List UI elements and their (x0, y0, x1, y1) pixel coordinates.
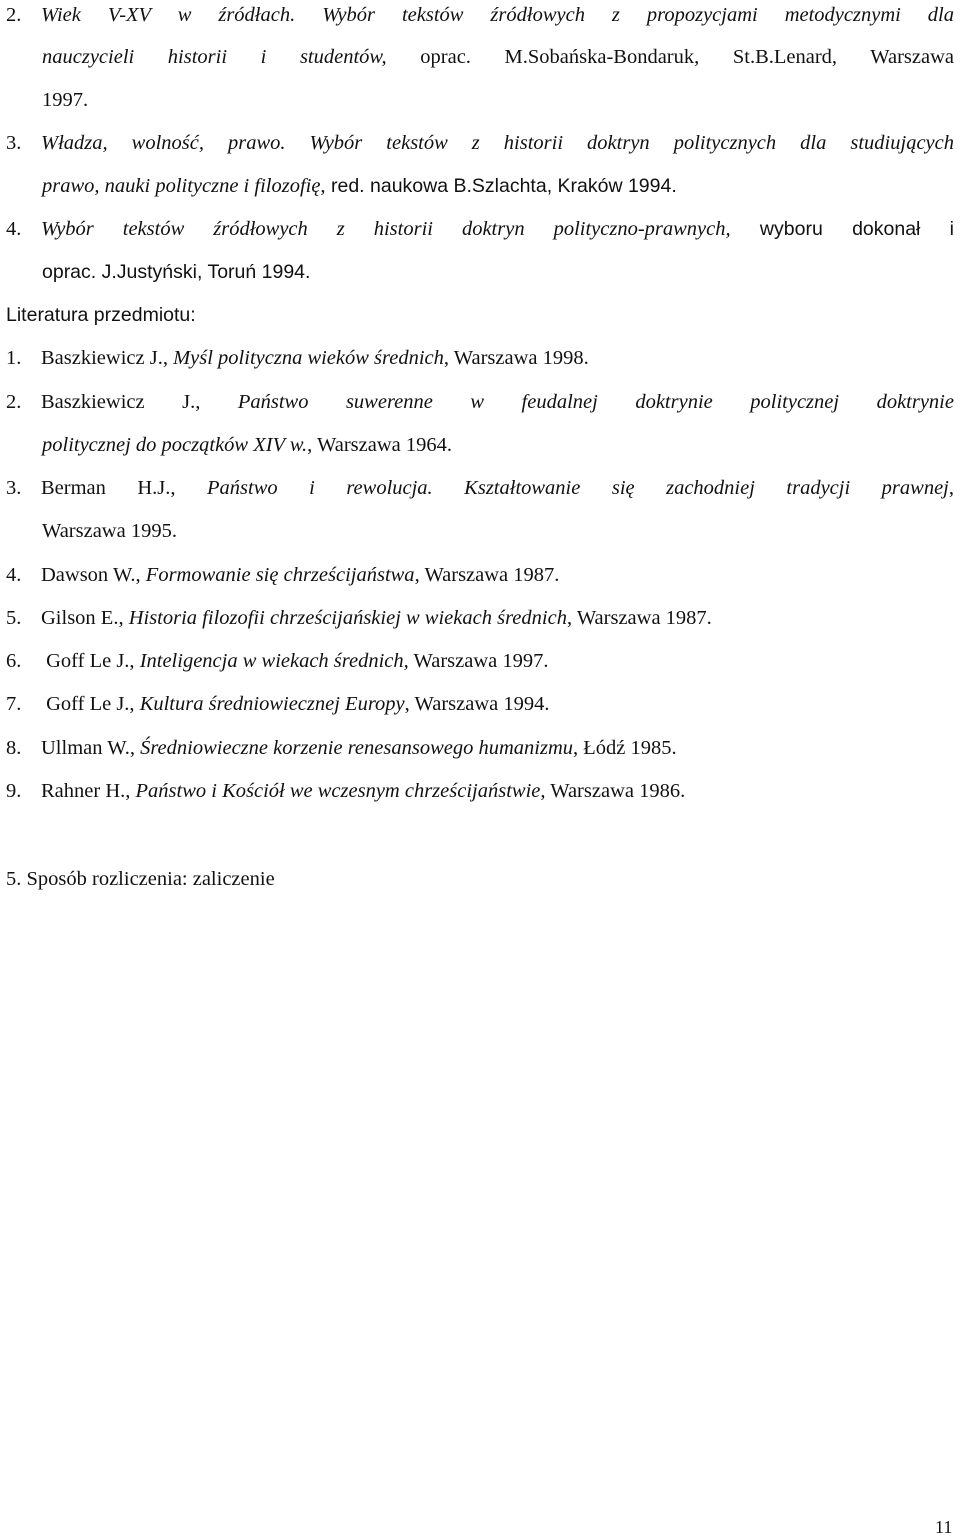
literature-number: 9. (6, 780, 22, 802)
literature-number: 5. (6, 607, 22, 629)
source-details: wyboru dokonał i (730, 218, 954, 240)
literature-author: Goff Le J., (41, 650, 140, 672)
source-2-line-3 (6, 87, 88, 113)
literature-author: Ullman W., (41, 737, 141, 759)
literature-publication: , Warszawa 1997. (403, 650, 549, 672)
literature-author: Baszkiewicz J., (41, 391, 238, 413)
literature-item-3-line-2 (6, 518, 177, 544)
literature-author: Goff Le J., (41, 693, 140, 715)
literature-item-4 (6, 562, 559, 588)
literature-author: Baszkiewicz J., (41, 347, 174, 369)
literature-title: Historia filozofii chrześcijańskiej w wiekach średnich (128, 607, 567, 629)
literature-publication: , (948, 477, 954, 499)
literature-publication: , Łódź 1985. (573, 737, 677, 759)
literature-item-2-line-2 (6, 432, 452, 458)
source-details: 1997. (42, 89, 89, 111)
literature-item-7 (6, 691, 550, 717)
literature-author: Berman H.J., (41, 477, 208, 499)
literature-number: 6. (6, 650, 22, 672)
literature-publication: , Warszawa 1994. (404, 693, 550, 715)
page-number: 11 (935, 1517, 953, 1537)
literature-item-8 (6, 735, 677, 761)
literature-number: 1. (6, 347, 22, 369)
source-number: 3. (6, 132, 22, 154)
settlement-method: 5. Sposób rozliczenia: zaliczenie (6, 868, 275, 890)
literature-number: 8. (6, 737, 22, 759)
source-details: oprac. J.Justyński, Toruń 1994. (42, 261, 311, 283)
literature-item-2-line-1 (6, 389, 954, 415)
source-2-line-2 (6, 44, 954, 70)
literature-title: Inteligencja w wiekach średnich (139, 650, 404, 672)
literature-author: Rahner H., (41, 780, 136, 802)
source-3-line-2 (6, 173, 677, 199)
source-details: oprac. M.Sobańska-Bondaruk, St.B.Lenard, Warszawa (386, 46, 954, 68)
source-title: Wiek V-XV w źródłach. Wybór tekstów źródłowych z propozycjami metodycznymi dla (41, 4, 954, 26)
source-details: red. naukowa B.Szlachta, Kraków 1994. (325, 175, 677, 197)
literature-title: Państwo i Kościół we wczesnym chrześcijaństwie (135, 780, 541, 802)
literature-title: politycznej do początków XIV w. (42, 434, 308, 456)
source-title: Władza, wolność, prawo. Wybór tekstów z historii doktryn politycznych dla studiujących (41, 132, 954, 154)
literature-publication: , Warszawa 1987. (566, 607, 712, 629)
literature-title: Formowanie się chrześcijaństwa (145, 564, 415, 586)
literature-title: Państwo i rewolucja. Kształtowanie się zachodniej tradycji prawnej (207, 477, 949, 499)
literature-author: Gilson E., (41, 607, 129, 629)
literature-number: 2. (6, 391, 22, 413)
source-title: prawo, nauki polityczne i filozofię, (42, 175, 326, 197)
literature-title: Kultura średniowiecznej Europy (139, 693, 405, 715)
source-4-line-2 (6, 259, 310, 285)
literature-title: Średniowieczne korzenie renesansowego humanizmu (140, 737, 573, 759)
literature-author: Dawson W., (41, 564, 146, 586)
literature-publication: , Warszawa 1986. (540, 780, 686, 802)
source-4-line-1 (6, 216, 954, 242)
source-title: Wybór tekstów źródłowych z historii doktryn polityczno-prawnych, (41, 218, 731, 240)
literature-item-6 (6, 648, 549, 674)
source-2-line-1 (6, 2, 954, 28)
literature-title: Myśl polityczna wieków średnich (173, 347, 444, 369)
literature-number: 4. (6, 564, 22, 586)
literature-number: 3. (6, 477, 22, 499)
source-title: nauczycieli historii i studentów, (42, 46, 387, 68)
literature-item-1 (6, 345, 589, 371)
literature-item-5 (6, 605, 712, 631)
literature-publication: Warszawa 1995. (42, 520, 177, 542)
literature-item-9 (6, 778, 685, 804)
literature-item-3-line-1 (6, 475, 954, 501)
source-number: 4. (6, 218, 22, 240)
literature-publication: , Warszawa 1998. (443, 347, 589, 369)
source-3-line-1 (6, 130, 954, 156)
literature-heading: Literatura przedmiotu: (6, 304, 196, 326)
literature-number: 7. (6, 693, 22, 715)
literature-publication: , Warszawa 1987. (414, 564, 560, 586)
literature-publication: , Warszawa 1964. (307, 434, 452, 456)
literature-title: Państwo suwerenne w feudalnej doktrynie politycznej doktrynie (237, 391, 954, 413)
source-number: 2. (6, 4, 22, 26)
